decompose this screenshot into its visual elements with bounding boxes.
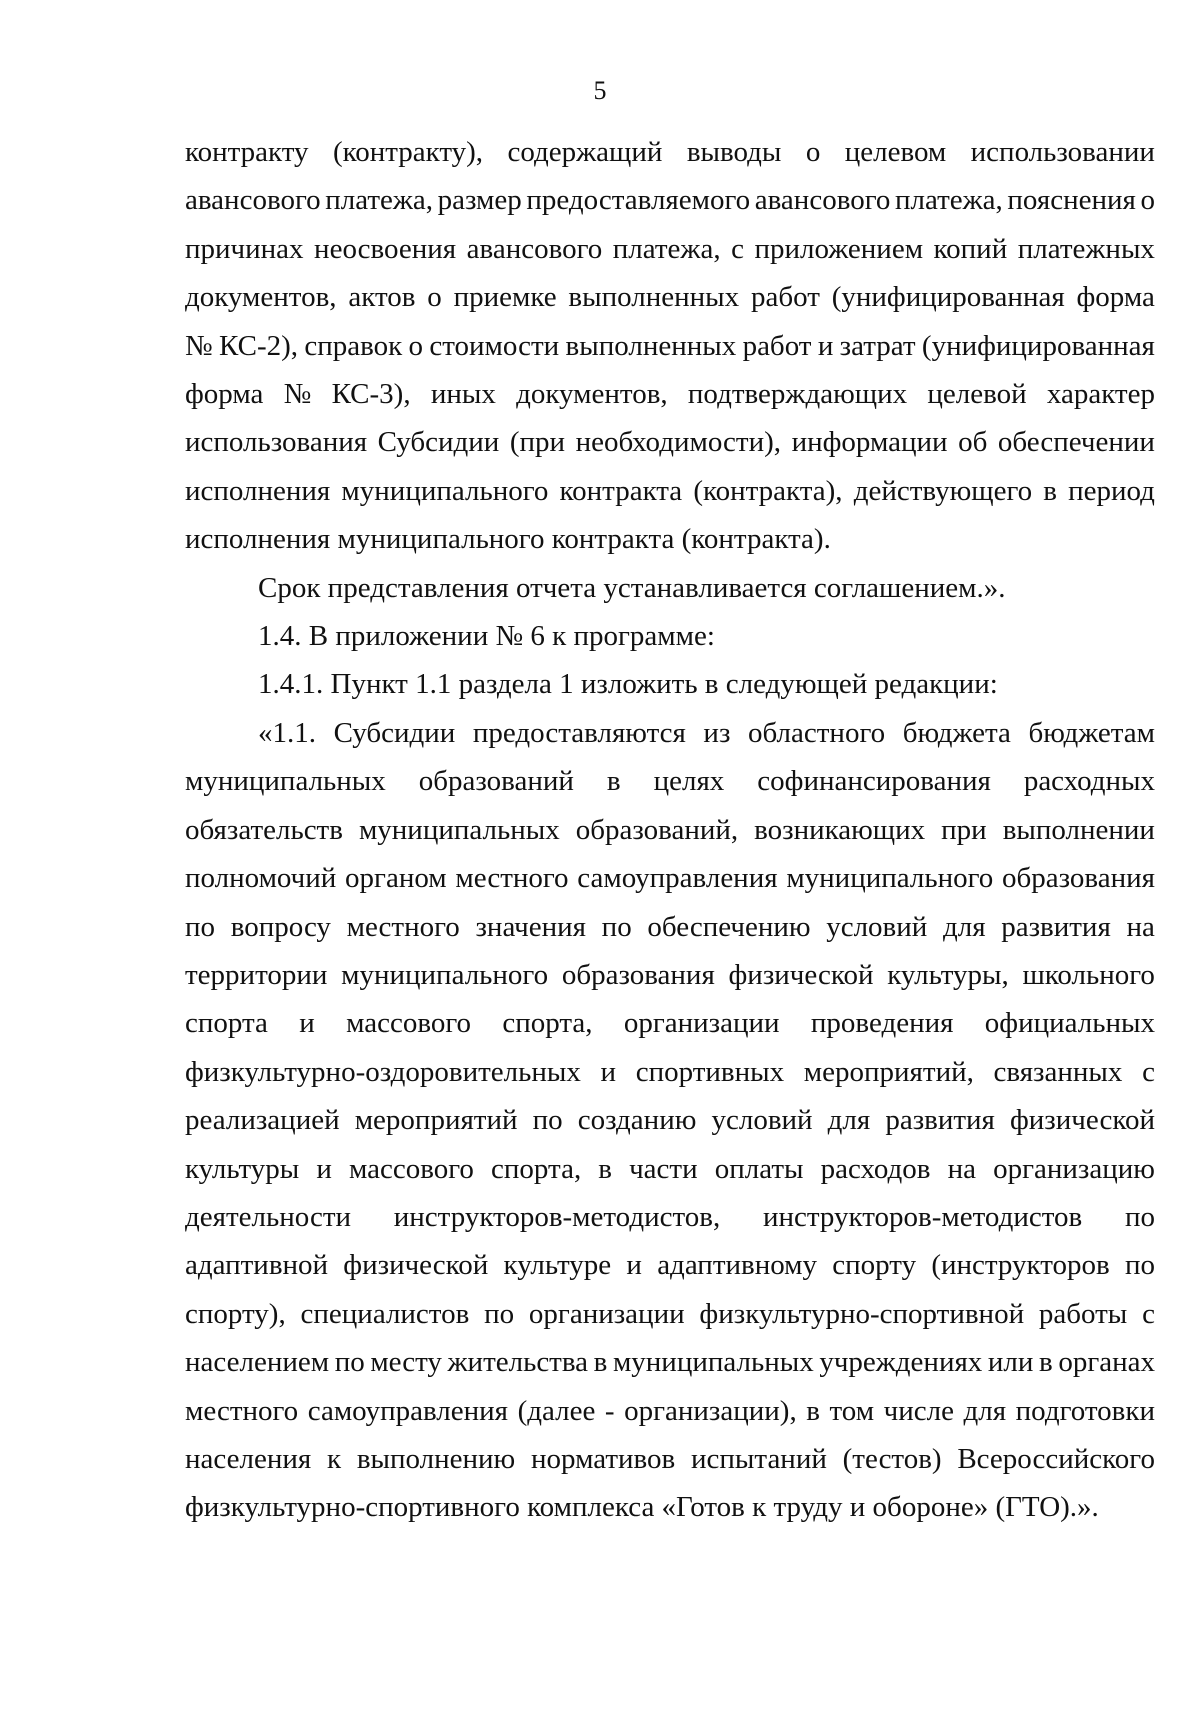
page-number: 5 <box>593 76 607 105</box>
word: организации <box>528 1297 685 1330</box>
word: подтверждающих <box>687 378 908 411</box>
word: из <box>703 716 731 749</box>
word: № <box>185 329 213 362</box>
text-line <box>185 467 1155 515</box>
word: самоуправления <box>577 862 778 895</box>
word: о <box>1140 184 1155 217</box>
word: использовании <box>970 136 1155 168</box>
word: муниципального <box>341 958 549 991</box>
word: период <box>1068 474 1155 507</box>
word: (тестов) <box>842 1442 942 1475</box>
word: организации <box>623 1007 780 1040</box>
word: том <box>829 1394 875 1427</box>
word: авансового <box>185 184 321 217</box>
word: форма <box>185 378 264 411</box>
text-line: Срок представления отчета устанавливается соглашением.». <box>258 571 1006 604</box>
word: условий <box>711 1104 813 1137</box>
word: при <box>941 813 987 846</box>
word: КС-2), <box>219 329 299 362</box>
word: по <box>532 1104 563 1137</box>
word: работы <box>1038 1297 1128 1330</box>
word: физкультурно-спортивной <box>699 1297 1025 1330</box>
word: организацию <box>993 1152 1155 1185</box>
text-line <box>185 1338 1155 1386</box>
word: (инструкторов <box>931 1249 1110 1282</box>
word: образования <box>1002 862 1155 895</box>
word: Всероссийского <box>957 1442 1155 1475</box>
word: документов, <box>185 281 337 314</box>
word: Субсидии <box>333 716 456 749</box>
word: возникающих <box>754 813 926 846</box>
word: муниципальных <box>358 813 560 846</box>
word: или <box>987 1346 1034 1379</box>
paragraph-item-1-4-1 <box>185 660 1155 708</box>
word: подготовки <box>1015 1394 1155 1427</box>
word: с <box>1142 1297 1155 1330</box>
word: в <box>806 1394 820 1427</box>
word: муниципального <box>786 862 994 895</box>
word: софинансирования <box>757 765 991 798</box>
word: физкультурно-оздоровительных <box>185 1055 581 1088</box>
word: развития <box>1001 910 1111 943</box>
text-line: 1.4. В приложении № 6 к программе: <box>258 620 715 653</box>
word: выполненных <box>568 281 740 314</box>
word: условий <box>826 910 928 943</box>
text-line <box>185 370 1155 418</box>
word: для <box>827 1104 871 1137</box>
word: физической <box>343 1249 489 1282</box>
word: развития <box>885 1104 995 1137</box>
word: спортивных <box>635 1055 785 1088</box>
word: и <box>626 1249 642 1282</box>
word: (далее <box>517 1394 596 1427</box>
word: к <box>326 1442 342 1475</box>
word: связанных <box>993 1055 1123 1088</box>
word: областного <box>748 716 886 749</box>
word: территории <box>185 958 328 991</box>
word: деятельности <box>185 1200 352 1233</box>
word: бюджетам <box>1028 716 1155 749</box>
word: бюджета <box>902 716 1011 749</box>
word: приемке <box>453 281 557 314</box>
word: самоуправления <box>307 1394 509 1427</box>
word: образований, <box>575 813 739 846</box>
word: образования <box>561 958 715 991</box>
word: на <box>947 1152 976 1185</box>
word: расходов <box>820 1152 931 1185</box>
word: местного <box>185 1394 299 1427</box>
word: жительства <box>447 1346 589 1379</box>
word: № <box>283 378 312 411</box>
word: выводы <box>686 136 782 168</box>
word: выполнении <box>1002 813 1155 846</box>
word: муниципальных <box>185 765 386 798</box>
word: в <box>606 765 621 798</box>
word: расходных <box>1023 765 1155 798</box>
word: спорту <box>832 1249 917 1282</box>
word: местного <box>455 862 569 895</box>
word: специалистов <box>300 1297 470 1330</box>
word: муниципального <box>341 474 549 507</box>
word: учреждениях <box>819 1346 983 1379</box>
word: и <box>600 1055 617 1088</box>
word: нормативов <box>531 1442 676 1475</box>
text-line <box>185 757 1155 805</box>
text-line <box>185 806 1155 854</box>
word: стоимости <box>429 329 560 362</box>
word: форма <box>1076 281 1155 314</box>
text-line <box>185 1435 1155 1483</box>
word: созданию <box>577 1104 697 1137</box>
word: о <box>805 136 821 168</box>
paragraph-item-1-1-quote <box>185 709 1155 1532</box>
word: обеспечении <box>997 426 1155 459</box>
text-line <box>185 1096 1155 1144</box>
word: в <box>1043 474 1057 507</box>
word: КС-3), <box>331 378 411 411</box>
word: (унифицированная <box>831 281 1065 314</box>
word: пояснения <box>1007 184 1136 217</box>
word: актов <box>348 281 416 314</box>
word: школьного <box>1022 958 1155 991</box>
word: по <box>334 1346 365 1379</box>
word: выполнению <box>356 1442 516 1475</box>
paragraph-report-deadline <box>185 564 1155 612</box>
word: о <box>408 329 424 362</box>
word: копий <box>933 232 1008 265</box>
word: и <box>299 1007 315 1040</box>
word: с <box>1142 1055 1155 1088</box>
word: о <box>427 281 442 314</box>
text-line <box>185 1290 1155 1338</box>
word: части <box>629 1152 698 1185</box>
word: физической <box>728 958 874 991</box>
word: информации <box>791 426 948 459</box>
word: выполненных <box>565 329 737 362</box>
word: для <box>963 1394 1007 1427</box>
text-line: физкультурно-спортивного комплекса «Готов к труду и обороне» (ГТО).». <box>185 1491 1099 1524</box>
word: культуры, <box>887 958 1009 991</box>
word: инструкторов-методистов <box>762 1200 1083 1233</box>
word: авансового <box>754 184 891 217</box>
text-line <box>185 709 1155 757</box>
word: необходимости), <box>575 426 782 459</box>
word: неосвоения <box>314 232 457 265</box>
word: значения <box>475 910 586 943</box>
word: использования <box>185 426 368 459</box>
word: платежа, <box>325 184 434 217</box>
word: приложением <box>754 232 924 265</box>
text-line <box>185 418 1155 466</box>
word: местного <box>346 910 460 943</box>
word: органом <box>345 862 447 895</box>
word: официальных <box>984 1007 1155 1040</box>
word: (контракту), <box>332 136 484 168</box>
word: по <box>601 910 632 943</box>
word: причинах <box>185 232 304 265</box>
word: целевом <box>844 136 947 168</box>
text-line <box>185 951 1155 999</box>
word: культуры <box>185 1152 300 1185</box>
word: об <box>958 426 988 459</box>
word: платежа, <box>612 232 721 265</box>
word: целях <box>653 765 725 798</box>
word: действующего <box>853 474 1033 507</box>
word: массового <box>349 1152 474 1185</box>
word: (унифицированная <box>921 329 1155 362</box>
word: спорта, <box>491 1152 582 1185</box>
word: с <box>731 232 744 265</box>
word: спорта <box>185 1007 268 1040</box>
word: в <box>1039 1346 1053 1379</box>
word: спорту), <box>185 1297 286 1330</box>
word: характер <box>1046 378 1155 411</box>
word: «1.1. <box>258 716 316 749</box>
word: органах <box>1058 1346 1155 1379</box>
word: предоставляются <box>472 716 686 749</box>
word: по <box>185 910 216 943</box>
word: исполнения <box>185 474 331 507</box>
word: муниципальных <box>612 1346 814 1379</box>
word: массового <box>346 1007 472 1040</box>
word: организации), <box>624 1394 797 1427</box>
word: (при <box>509 426 566 459</box>
paragraph-item-1-4 <box>185 612 1155 660</box>
word: испытаний <box>691 1442 827 1475</box>
document-body <box>185 128 1155 1532</box>
word: реализацией <box>185 1104 340 1137</box>
word: платежа, <box>894 184 1003 217</box>
word: инструкторов-методистов, <box>393 1200 721 1233</box>
text-line <box>185 322 1155 370</box>
text-line <box>185 225 1155 273</box>
word: образований <box>418 765 574 798</box>
text-line <box>185 1145 1155 1193</box>
word: контракта <box>559 474 683 507</box>
word: адаптивной <box>185 1249 329 1282</box>
text-line <box>185 128 1155 176</box>
word: иных <box>430 378 496 411</box>
word: адаптивному <box>657 1249 818 1282</box>
word: контракту <box>185 136 309 168</box>
word: месту <box>370 1346 442 1379</box>
word: в <box>598 1152 612 1185</box>
word: по <box>1124 1249 1155 1282</box>
text-line <box>185 1048 1155 1096</box>
word: мероприятий <box>354 1104 518 1137</box>
word: документов, <box>516 378 668 411</box>
text-line <box>185 273 1155 321</box>
word: вопросу <box>230 910 331 943</box>
word: оплаты <box>714 1152 804 1185</box>
text-line <box>185 854 1155 902</box>
text-line <box>185 999 1155 1047</box>
word: обязательств <box>185 813 343 846</box>
word: - <box>604 1394 615 1427</box>
word: культуре <box>503 1249 612 1282</box>
word: работ <box>742 329 812 362</box>
word: спорта, <box>502 1007 593 1040</box>
text-line: 1.4.1. Пункт 1.1 раздела 1 изложить в следующей редакции: <box>258 668 998 701</box>
text-line <box>185 903 1155 951</box>
word: содержащий <box>507 136 663 168</box>
word: по <box>484 1297 515 1330</box>
word: мероприятий, <box>803 1055 974 1088</box>
word: и <box>316 1152 332 1185</box>
word: полномочий <box>185 862 337 895</box>
paragraph-report-contents <box>185 128 1155 564</box>
word: обеспечению <box>647 910 811 943</box>
word: и <box>817 329 834 362</box>
word: населения <box>185 1442 312 1475</box>
text-line: исполнения муниципального контракта (контракта). <box>185 523 831 556</box>
word: населением <box>185 1346 330 1379</box>
word: для <box>942 910 986 943</box>
word: справок <box>304 329 403 362</box>
word: размер <box>437 184 522 217</box>
word: авансового <box>466 232 603 265</box>
word: (контракта), <box>693 474 843 507</box>
word: по <box>1124 1200 1155 1233</box>
word: предоставляемого <box>526 184 751 217</box>
word: физической <box>1010 1104 1155 1137</box>
word: проведения <box>810 1007 954 1040</box>
word: Субсидии <box>377 426 500 459</box>
text-line <box>185 176 1155 224</box>
text-line <box>185 1241 1155 1289</box>
word: на <box>1126 910 1155 943</box>
word: числе <box>883 1394 954 1427</box>
text-line <box>185 1193 1155 1241</box>
word: в <box>593 1346 608 1379</box>
word: целевой <box>927 378 1027 411</box>
word: работ <box>750 281 820 314</box>
word: платежных <box>1017 232 1155 265</box>
text-line <box>185 1387 1155 1435</box>
word: затрат <box>839 329 916 362</box>
